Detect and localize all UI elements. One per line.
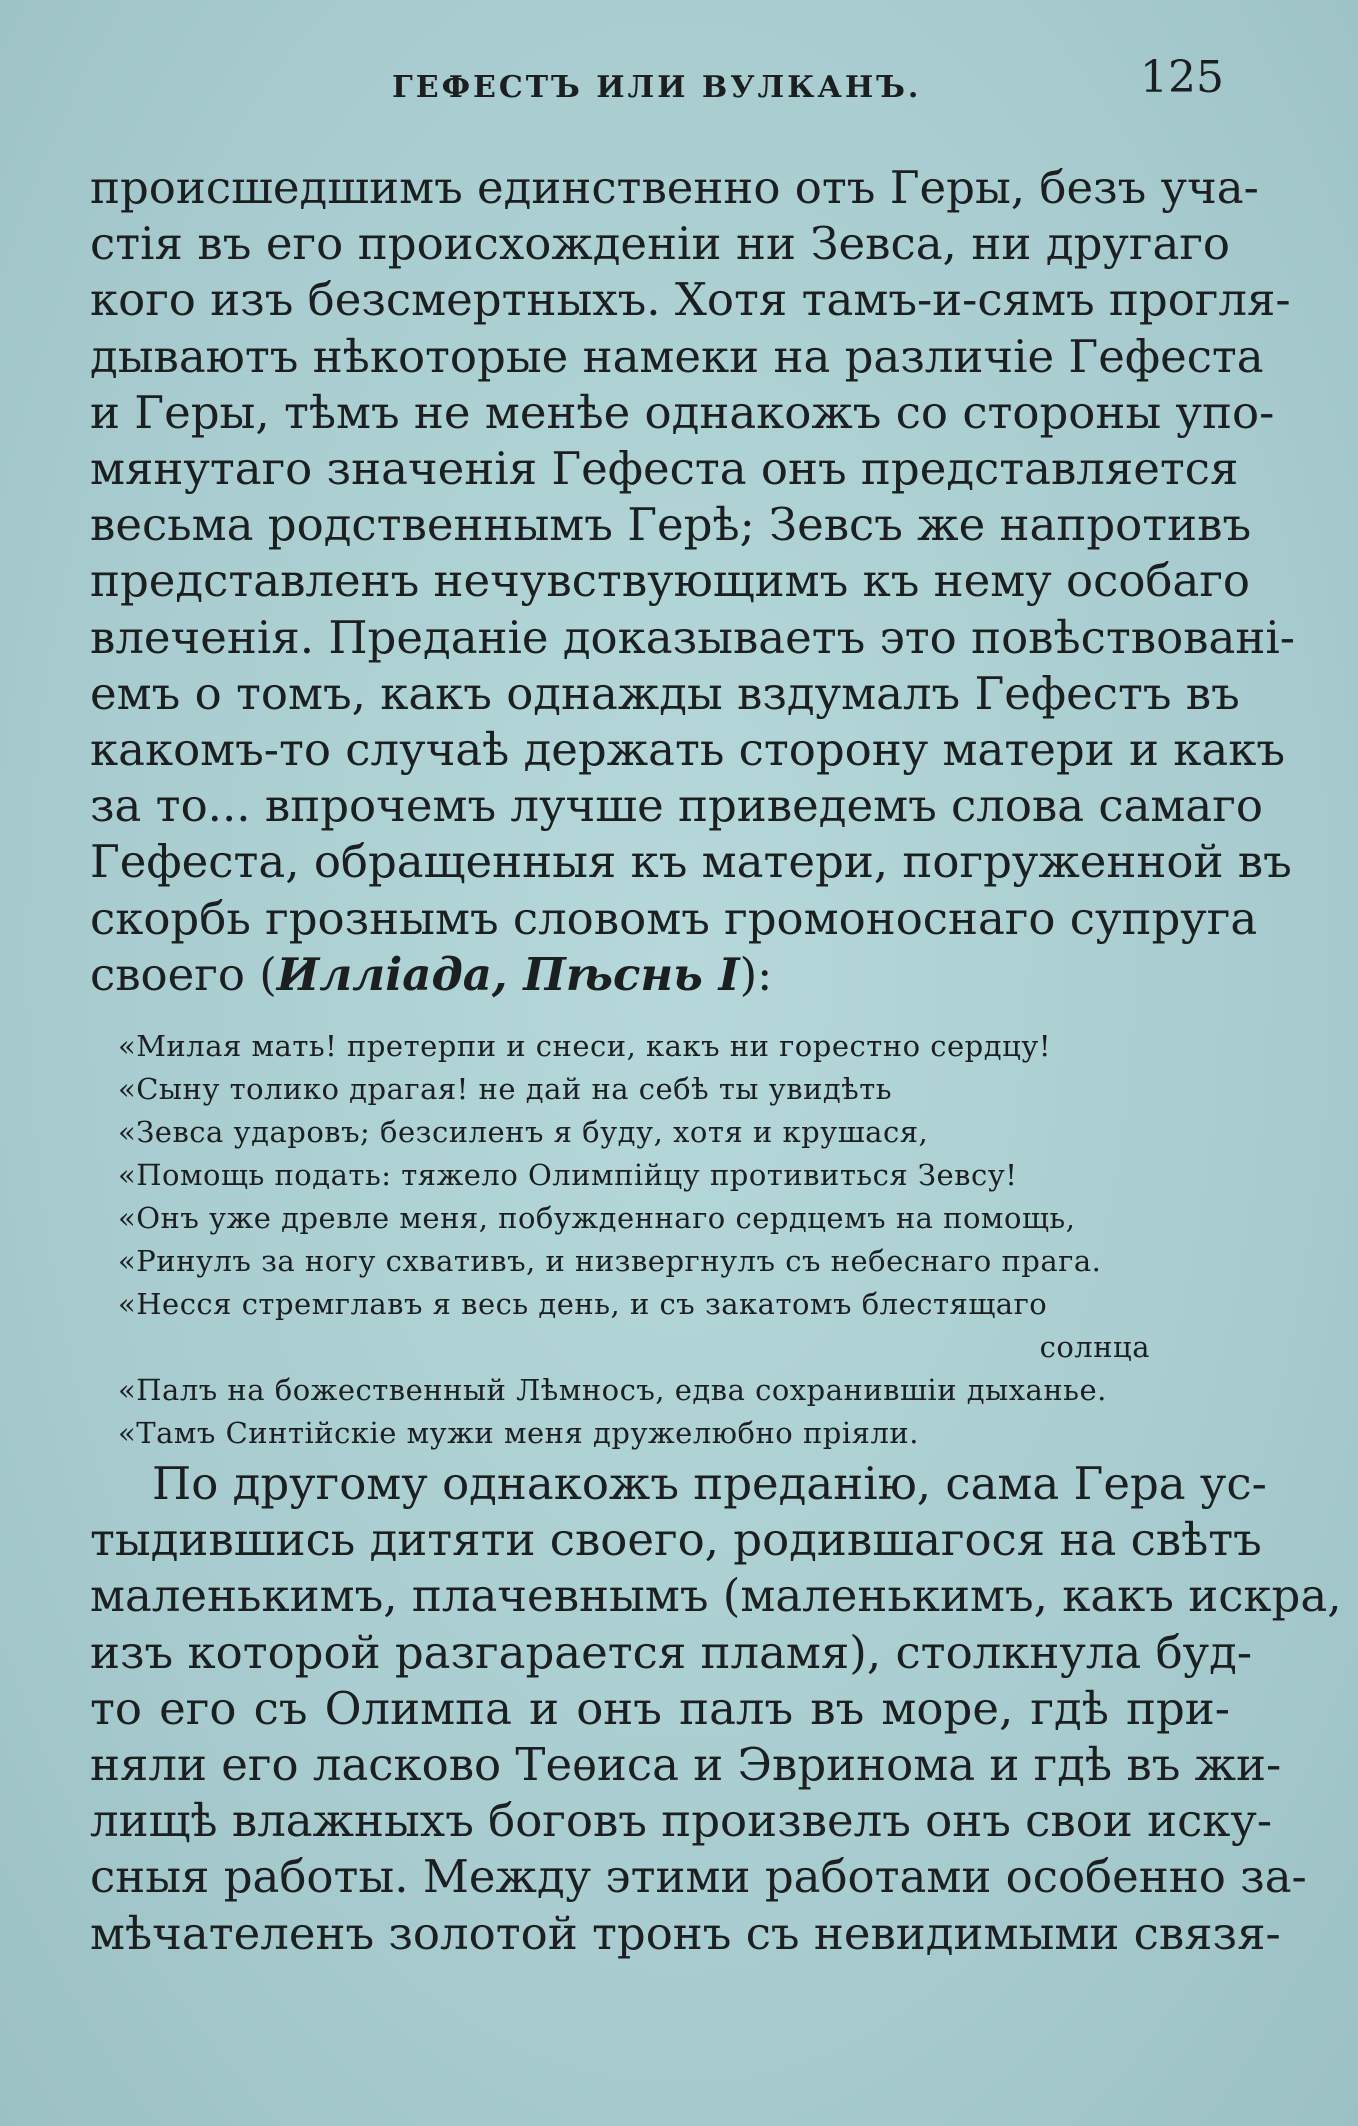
- source-reference: Илліада, Пѣснь I: [276, 947, 740, 1001]
- text-line: маленькимъ, плачевнымъ (маленькимъ, какъ искра,: [90, 1569, 1342, 1623]
- text-line: какомъ-то случаѣ держать сторону матери и какъ: [90, 723, 1285, 777]
- text-line: изъ которой разгарается пламя), столкнула буд-: [90, 1625, 1253, 1679]
- text-line: мѣчателенъ золотой тронъ съ невидимыми связя-: [90, 1906, 1281, 1960]
- verse-continuation: солнца: [1039, 1330, 1150, 1364]
- text-line: лищѣ влажныхъ боговъ произвелъ онъ свои иску-: [90, 1794, 1273, 1848]
- page-number: 125: [1140, 52, 1224, 103]
- verse-line: «Ринулъ за ногу схвативъ, и низвергнулъ съ небеснаго прага.: [118, 1244, 1102, 1278]
- text-line: сныя работы. Между этими работами особенно за-: [90, 1850, 1307, 1904]
- text-line: происшедшимъ единственно отъ Геры, безъ уча-: [90, 161, 1259, 214]
- text-line: По другому однакожъ преданію, сама Гера ус-: [152, 1457, 1267, 1510]
- text-line: то его съ Олимпа и онъ палъ въ море, гдѣ при-: [90, 1681, 1230, 1735]
- verse-line: «Тамъ Синтійскіе мужи меня дружелюбно пріяли.: [118, 1416, 919, 1450]
- page-header: [0, 0, 1358, 130]
- text-line: стія въ его происхожденіи ни Зевса, ни другаго: [90, 217, 1230, 271]
- text-line: мянутаго значенія Гефеста онъ представляется: [90, 442, 1239, 496]
- text-line: дываютъ нѣкоторые намеки на различіе Гефеста: [90, 329, 1264, 383]
- text-line: Гефеста, обращенныя къ матери, погруженной въ: [90, 835, 1292, 889]
- verse-line: «Милая мать! претерпи и снеси, какъ ни горестно сердцу!: [118, 1029, 1051, 1063]
- text-line: кого изъ безсмертныхъ. Хотя тамъ-и-сямъ прогля-: [90, 273, 1291, 327]
- text-line: няли его ласково Теѳиса и Эвринома и гдѣ въ жи-: [90, 1738, 1282, 1792]
- text-fragment: ):: [739, 947, 773, 1001]
- text-line-with-source: [90, 947, 1230, 1003]
- text-line: за то... впрочемъ лучше приведемъ слова самаго: [90, 779, 1263, 833]
- text-line: емъ о томъ, какъ однажды вздумалъ Гефестъ въ: [90, 666, 1240, 720]
- verse-line: «Помощь подать: тяжело Олимпійцу противиться Зевсу!: [118, 1158, 1018, 1192]
- text-line: скорбь грознымъ словомъ громоноснаго супруга: [90, 891, 1258, 945]
- text-line: весьма родственнымъ Герѣ; Зевсъ же напротивъ: [90, 498, 1252, 552]
- verse-line: «Несся стремглавъ я весь день, и съ закатомъ блестящаго: [118, 1287, 1048, 1321]
- text-line: влеченія. Преданіе доказываетъ это повѣствованi-: [90, 610, 1295, 664]
- paragraph-1: [90, 160, 1295, 1003]
- verse-line: «Зевса ударовъ; безсиленъ я буду, хотя и крушася,: [118, 1115, 929, 1149]
- verse-line: «Палъ на божественный Лѣмносъ, едва сохранившіи дыханье.: [118, 1373, 1107, 1407]
- text-line: тыдившись дитяти своего, родившагося на свѣтъ: [90, 1513, 1262, 1567]
- running-title: ГЕФЕСТЪ ИЛИ ВУЛКАНЪ.: [392, 70, 922, 105]
- text-fragment: своего (: [90, 947, 277, 1001]
- verse-line: «Онъ уже древле меня, побужденнаго сердцемъ на помощь,: [118, 1201, 1076, 1235]
- text-line: представленъ нечувствующимъ къ нему особаго: [90, 554, 1251, 608]
- paragraph-2: [90, 1456, 1342, 1962]
- text-line: и Геры, тѣмъ не менѣе однакожъ со стороны упо-: [90, 385, 1275, 439]
- verse-line: «Сыну толико драгая! не дай на себѣ ты увидѣть: [118, 1072, 893, 1106]
- poem-quotation: [118, 1025, 1240, 1455]
